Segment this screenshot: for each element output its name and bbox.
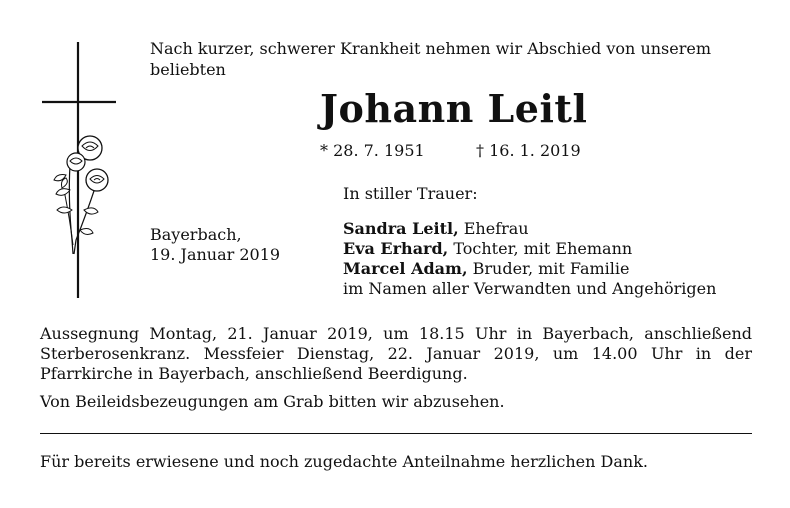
intro-text: Nach kurzer, schwerer Krankheit nehmen wir Abschied von unserem beliebten <box>150 39 712 79</box>
service-details-block <box>40 324 752 412</box>
mourner-relation: Ehefrau <box>458 219 529 238</box>
place-and-date <box>150 225 280 265</box>
service-details: Aussegnung Montag, 21. Januar 2019, um 18.15 Uhr in Bayerbach, anschließend Sterberosenkranz. Messfeier Dienstag, 22. Januar 2019, um 14.00 Uhr in der Pfarrkirche in Bayerbach, anschließend Beerdigung. <box>40 324 752 383</box>
mourners-block <box>343 184 716 299</box>
cross-with-roses-icon <box>40 40 120 300</box>
mourner-name: Eva Erhard, <box>343 239 449 258</box>
deceased-name: Johann Leitl <box>320 86 588 131</box>
mourner-line <box>343 219 716 239</box>
mourner-name: Marcel Adam, <box>343 259 468 278</box>
relatives-line: im Namen aller Verwandten und Angehörigen <box>343 279 717 298</box>
mourning-label: In stiller Trauer: <box>343 184 478 203</box>
mourner-line <box>343 259 716 279</box>
thanks-text: Für bereits erwiesene und noch zugedachte Anteilnahme herzlichen Dank. <box>40 452 648 471</box>
place-date: 19. Januar 2019 <box>150 245 281 264</box>
condolence-note: Von Beileidsbezeugungen am Grab bitten wir abzusehen. <box>40 392 505 411</box>
birth-date: * 28. 7. 1951 <box>320 141 425 160</box>
mourner-relation: Bruder, mit Familie <box>467 259 630 278</box>
mourner-line <box>343 239 716 259</box>
place-town: Bayerbach, <box>150 225 242 244</box>
divider-line <box>40 433 752 434</box>
mourner-name: Sandra Leitl, <box>343 219 459 238</box>
death-date: † 16. 1. 2019 <box>476 141 581 160</box>
life-dates <box>320 141 581 161</box>
mourner-relation: Tochter, mit Ehemann <box>448 239 633 258</box>
